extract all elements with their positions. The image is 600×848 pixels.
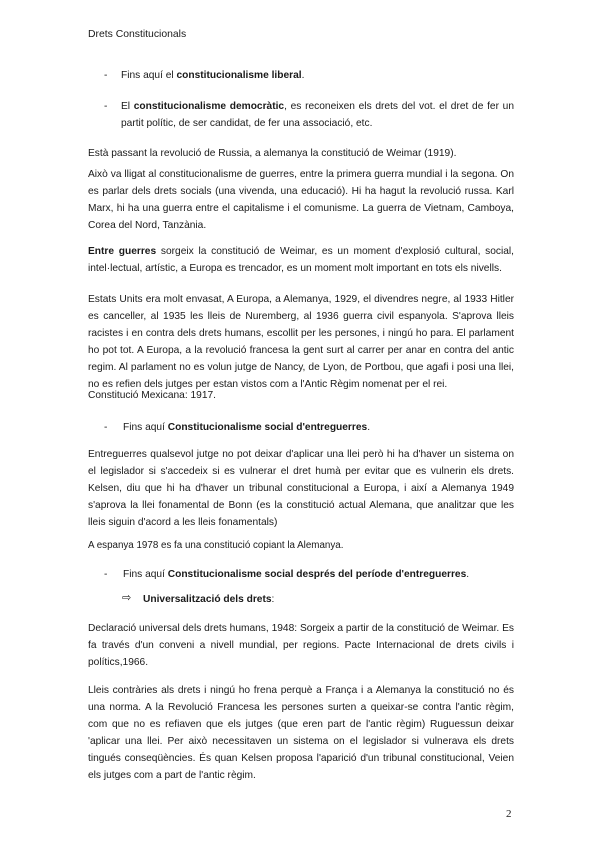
bullet-social-postwar — [123, 566, 514, 583]
bullet-text: Fins aquí — [123, 422, 168, 433]
bullet-text-end: . — [466, 569, 470, 580]
page-number: 2 — [506, 808, 512, 820]
bullet-text-end: . — [367, 422, 371, 433]
bullet-liberal — [121, 67, 514, 84]
bullet-dash: - — [104, 422, 108, 433]
bullet-bold-term: constitucionalisme democràtic — [133, 101, 285, 112]
running-header: Drets Constitucionals — [88, 29, 187, 40]
paragraph-laws-against-rights: Lleis contràries als drets i ningú ho frena perquè a França i a Alemanya la constitució no és una norma. A la Revolució Francesa les persones surten a queixar-se contra l'antic règim, com que no es refiaven que els jutges (que eren part de l'antic règim) Ruguessun deixar 'aplicar una llei. Per això necessitaven un sistema on el legislador si vulnerava els drets tingués conseqüències. És quan Kelsen proposa l'aparició d'un tribunal constitucional, Veien els jutges com a part de l'antic règim. — [88, 685, 514, 781]
bullet-democratic — [121, 98, 514, 132]
bullet-text-end: : — [271, 594, 275, 605]
paragraph-russia-weimar: Està passant la revolució de Russia, a alemanya la constitució de Weimar (1919). — [88, 148, 457, 159]
bullet-text-end: , es reconeixen els drets del vot. el dret de fer un partit polític, de ser candidat, de fer una associació, etc. — [121, 101, 514, 129]
bullet-dash: - — [104, 569, 108, 580]
bullet-universalization — [143, 591, 503, 608]
paragraph-mexican-constitution: Constitució Mexicana: 1917. — [88, 390, 216, 401]
bullet-text: El — [121, 101, 134, 112]
bullet-text: Fins aquí el — [121, 70, 177, 81]
paragraph-entre-guerres — [88, 243, 514, 277]
bullet-social-interwar — [123, 419, 514, 436]
bullet-text: Fins aquí — [123, 569, 168, 580]
paragraph-text: sorgeix la constitució de Weimar, es un moment d'explosió cultural, social, intel·lectual, artístic, a Europa es trencador, es un moment molt important en tots els nivells. — [88, 246, 515, 274]
paragraph-interwar-judges: Entreguerres qualsevol jutge no pot deixar d'aplicar una llei però hi ha d'haver un sistema on el legislador si s'accedeix si es vulnerar el dret humà per evitar que es vulnerin els drets. Kelsen, diu que hi ha d'haver un tribunal constitucional a Europa, i així a Alemanya 1949 s'aprova la llei fonamental de Bonn (es la constitució actual Alemana, que analitzar que les lleis siguin d'acord a les lleis fonamentals) — [88, 449, 514, 528]
paragraph-bold-lead: Entre guerres — [88, 246, 157, 257]
paragraph-spain-1978: A espanya 1978 es fa una constitució copiant la Alemanya. — [88, 540, 344, 551]
arrow-right-icon: ⇨ — [122, 592, 132, 604]
bullet-bold-term: Constitucionalisme social d'entreguerres — [167, 422, 368, 433]
bullet-dash: - — [104, 70, 108, 81]
paragraph-usa-europe: Estats Units era molt envasat, A Europa, a Alemanya, 1929, el divendres negre, al 1933 Hitler es canceller, al 1935 les lleis de Nuremberg, al 1936 guerra civil espanyola. S'aprova lleis racistes i en contra dels drets humans, escollit per les persones, i ningú ho para. El parlament ho pot tot. A Europa, a la revolució francesa la gent surt al carrer per anar en contra del antic regim. Al parlament no es volun jutge de Nancy, de Lyon, de Portbou, que agafi i posi una llei, no es refien dels jutges per estan vistos com a l'Antic Règim nomenat per el rei. — [88, 294, 514, 390]
bullet-text-end: . — [301, 70, 305, 81]
paragraph-universal-declaration: Declaració universal dels drets humans, 1948: Sorgeix a partir de la constitució de Weimar. Es fa través d'un conveni a nivell mundial, per regions. Pacte Internacional de drets civils i polítics,1966. — [88, 623, 514, 668]
bullet-bold-term: constitucionalisme liberal — [176, 70, 302, 81]
paragraph-constitutionalism-wars: Això va lligat al constitucionalisme de guerres, entre la primera guerra mundial i la segona. On es parlar dels drets socials (una vivenda, una educació). Hi ha hagut la revolució russa. Karl Marx, hi ha una guerra entre el capitalisme i el comunisme. La guerra de Vietnam, Camboya, Corea del Nord, Tanzània. — [88, 169, 514, 231]
bullet-bold-term: Universalització dels drets — [143, 594, 272, 605]
bullet-dash: - — [104, 101, 108, 112]
bullet-bold-term: Constitucionalisme social després del període d'entreguerres — [167, 569, 467, 580]
